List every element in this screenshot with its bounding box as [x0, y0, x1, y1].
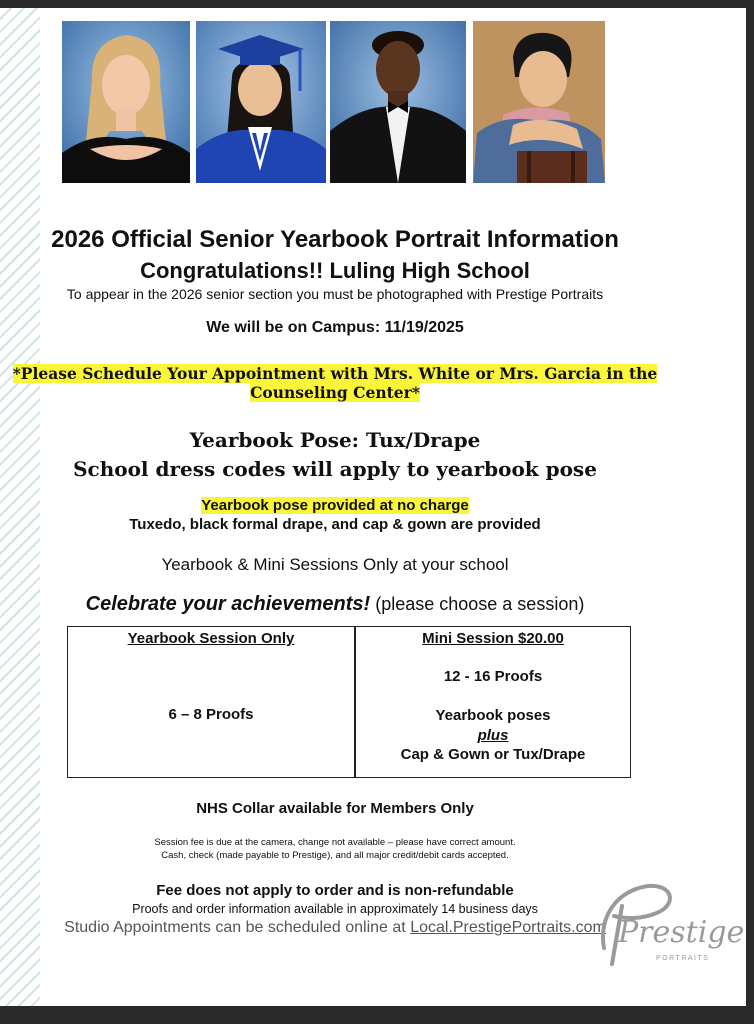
yearbook-session-header: Yearbook Session Only [127, 630, 295, 647]
mini-session-header: Mini Session $20.00 [422, 630, 564, 647]
intro-text: To appear in the 2026 senior section you must be photographed with Prestige Portraits [66, 286, 604, 302]
sessions-note: Yearbook & Mini Sessions Only at your school [161, 555, 509, 574]
proofs-availability: Proofs and order information available in approximately 14 business days [132, 902, 538, 916]
logo-tagline: PORTRAITS [656, 955, 710, 962]
studio-website-link[interactable]: Local.PrestigePortraits.com [410, 919, 606, 936]
provided-items: Tuxedo, black formal drape, and cap & gown are provided [129, 516, 541, 533]
student-portrait-2 [196, 21, 326, 183]
mini-session-plus: plus [477, 727, 509, 744]
yearbook-session-proofs: 6 – 8 Proofs [168, 706, 254, 723]
mini-session-options: Cap & Gown or Tux/Drape [400, 746, 586, 763]
fee-note-2: Cash, check (made payable to Prestige), and all major credit/debit cards accepted. [161, 850, 509, 861]
campus-date: We will be on Campus: 11/19/2025 [206, 319, 464, 336]
yearbook-session-column[interactable] [68, 627, 354, 777]
studio-appointments: Studio Appointments can be scheduled online at Local.PrestigePortraits.com [64, 919, 606, 936]
prestige-portraits-logo [578, 876, 745, 972]
nhs-collar-note: NHS Collar available for Members Only [196, 800, 474, 817]
dress-code-note: School dress codes will apply to yearbook pose [73, 457, 597, 481]
page-title: 2026 Official Senior Yearbook Portrait Information [51, 226, 619, 253]
student-portrait-4 [473, 21, 605, 183]
fee-note-1: Session fee is due at the camera, change not available – please have correct amount. [154, 837, 516, 848]
flyer-page [0, 8, 746, 1006]
logo-wordmark: Prestige [618, 915, 745, 950]
mini-session-poses: Yearbook poses [435, 707, 551, 724]
celebrate-line: Celebrate your achievements! (please choose a session) [85, 593, 585, 615]
pose-heading: Yearbook Pose: Tux/Drape [189, 428, 481, 452]
session-options-table [67, 626, 631, 778]
fee-refund-note: Fee does not apply to order and is non-refundable [156, 882, 514, 899]
school-congrats: Congratulations!! Luling High School [140, 258, 530, 283]
student-portrait-3 [330, 21, 466, 183]
mini-session-proofs: 12 - 16 Proofs [443, 668, 543, 685]
mini-session-column[interactable] [356, 627, 630, 777]
no-charge-badge: Yearbook pose provided at no charge [201, 497, 469, 514]
schedule-instruction: *Please Schedule Your Appointment with Mrs. White or Mrs. Garcia in the Counseling Center* [12, 364, 658, 402]
student-portrait-1 [62, 21, 190, 183]
